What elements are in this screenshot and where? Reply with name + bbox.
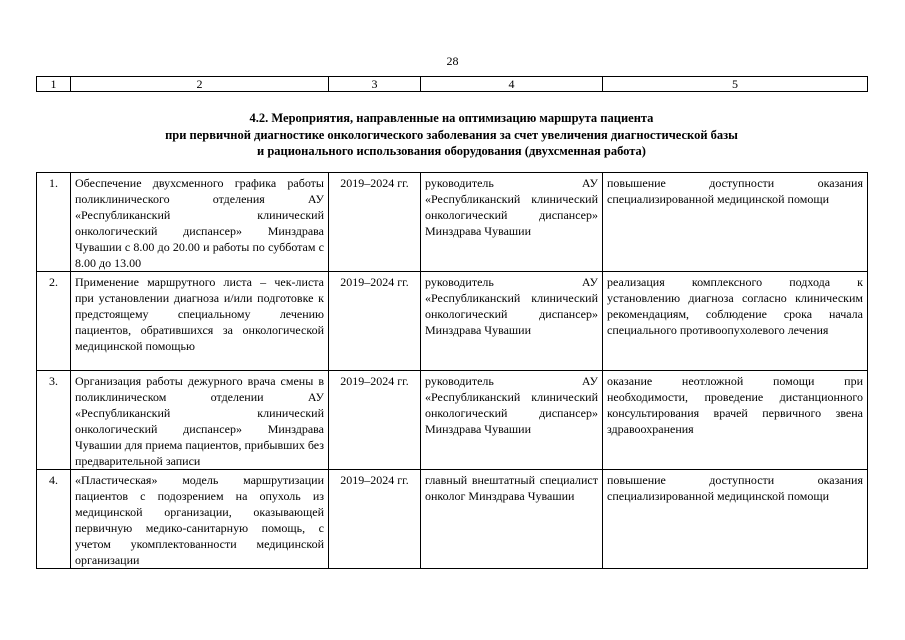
section-title-line-1: 4.2. Мероприятия, направленные на оптимизацию маршрута пациента <box>249 111 654 125</box>
row-number: 1. <box>37 173 71 272</box>
measure-cell: Организация работы дежурного врача смены в поликлиническом отделении АУ «Республиканский клинический онкологический диспансер» Минздрава Чувашии для приема пациентов, прибывших без предварительной записи <box>71 371 329 470</box>
row-number: 2. <box>37 272 71 371</box>
page-number: 28 <box>446 54 459 68</box>
measures-table <box>36 172 868 569</box>
header-col-5: 5 <box>603 77 868 92</box>
responsible-cell: руководитель АУ «Республиканский клинический онкологический диспансер» Минздрава Чувашии <box>421 371 603 470</box>
table-row <box>37 470 868 569</box>
period-cell: 2019–2024 гг. <box>329 470 421 569</box>
row-number: 4. <box>37 470 71 569</box>
result-cell: повышение доступности оказания специализированной медицинской помощи <box>603 173 868 272</box>
header-col-3: 3 <box>329 77 421 92</box>
result-cell: оказание неотложной помощи при необходимости, проведение дистанционного консультирования врачей первичного звена здравоохранения <box>603 371 868 470</box>
header-col-4: 4 <box>421 77 603 92</box>
measure-cell: Обеспечение двухсменного графика работы поликлинического отделения АУ «Республиканский клинический онкологический диспансер» Минздрава Чувашии с 8.00 до 20.00 и работы по субботам с 8.00 до 13.00 <box>71 173 329 272</box>
section-title-line-2: при первичной диагностике онкологического заболевания за счет увеличения диагностической базы <box>165 127 738 142</box>
responsible-cell: руководитель АУ «Республиканский клинический онкологический диспансер» Минздрава Чувашии <box>421 272 603 371</box>
measure-cell: Применение маршрутного листа – чек-листа при установлении диагноза и/или подготовке к предстоящему специальному лечению пациентов, обратившихся за онкологической медицинской помощью <box>71 272 329 371</box>
header-col-2: 2 <box>71 77 329 92</box>
section-title-line-3: и рационального использования оборудования (двухсменная работа) <box>257 144 646 158</box>
measure-cell: «Пластическая» модель маршрутизации пациентов с подозрением на опухоль из медицинской организации, оказывающей первичную медико-санитарную помощь, с учетом укомплектованности медицинской организации <box>71 470 329 569</box>
header-row <box>37 77 868 92</box>
header-col-1: 1 <box>37 77 71 92</box>
table-row <box>37 272 868 371</box>
responsible-cell: руководитель АУ «Республиканский клинический онкологический диспансер» Минздрава Чувашии <box>421 173 603 272</box>
responsible-cell: главный внештатный специалист онколог Минздрава Чувашии <box>421 470 603 569</box>
table-row <box>37 173 868 272</box>
period-cell: 2019–2024 гг. <box>329 272 421 371</box>
column-numbers-header <box>36 76 868 92</box>
table-row <box>37 371 868 470</box>
row-number: 3. <box>37 371 71 470</box>
result-cell: повышение доступности оказания специализированной медицинской помощи <box>603 470 868 569</box>
section-title <box>36 110 867 160</box>
result-cell: реализация комплексного подхода к установлению диагноза согласно клиническим рекомендациям, соблюдение срока начала специального противоопухолевого лечения <box>603 272 868 371</box>
period-cell: 2019–2024 гг. <box>329 173 421 272</box>
period-cell: 2019–2024 гг. <box>329 371 421 470</box>
